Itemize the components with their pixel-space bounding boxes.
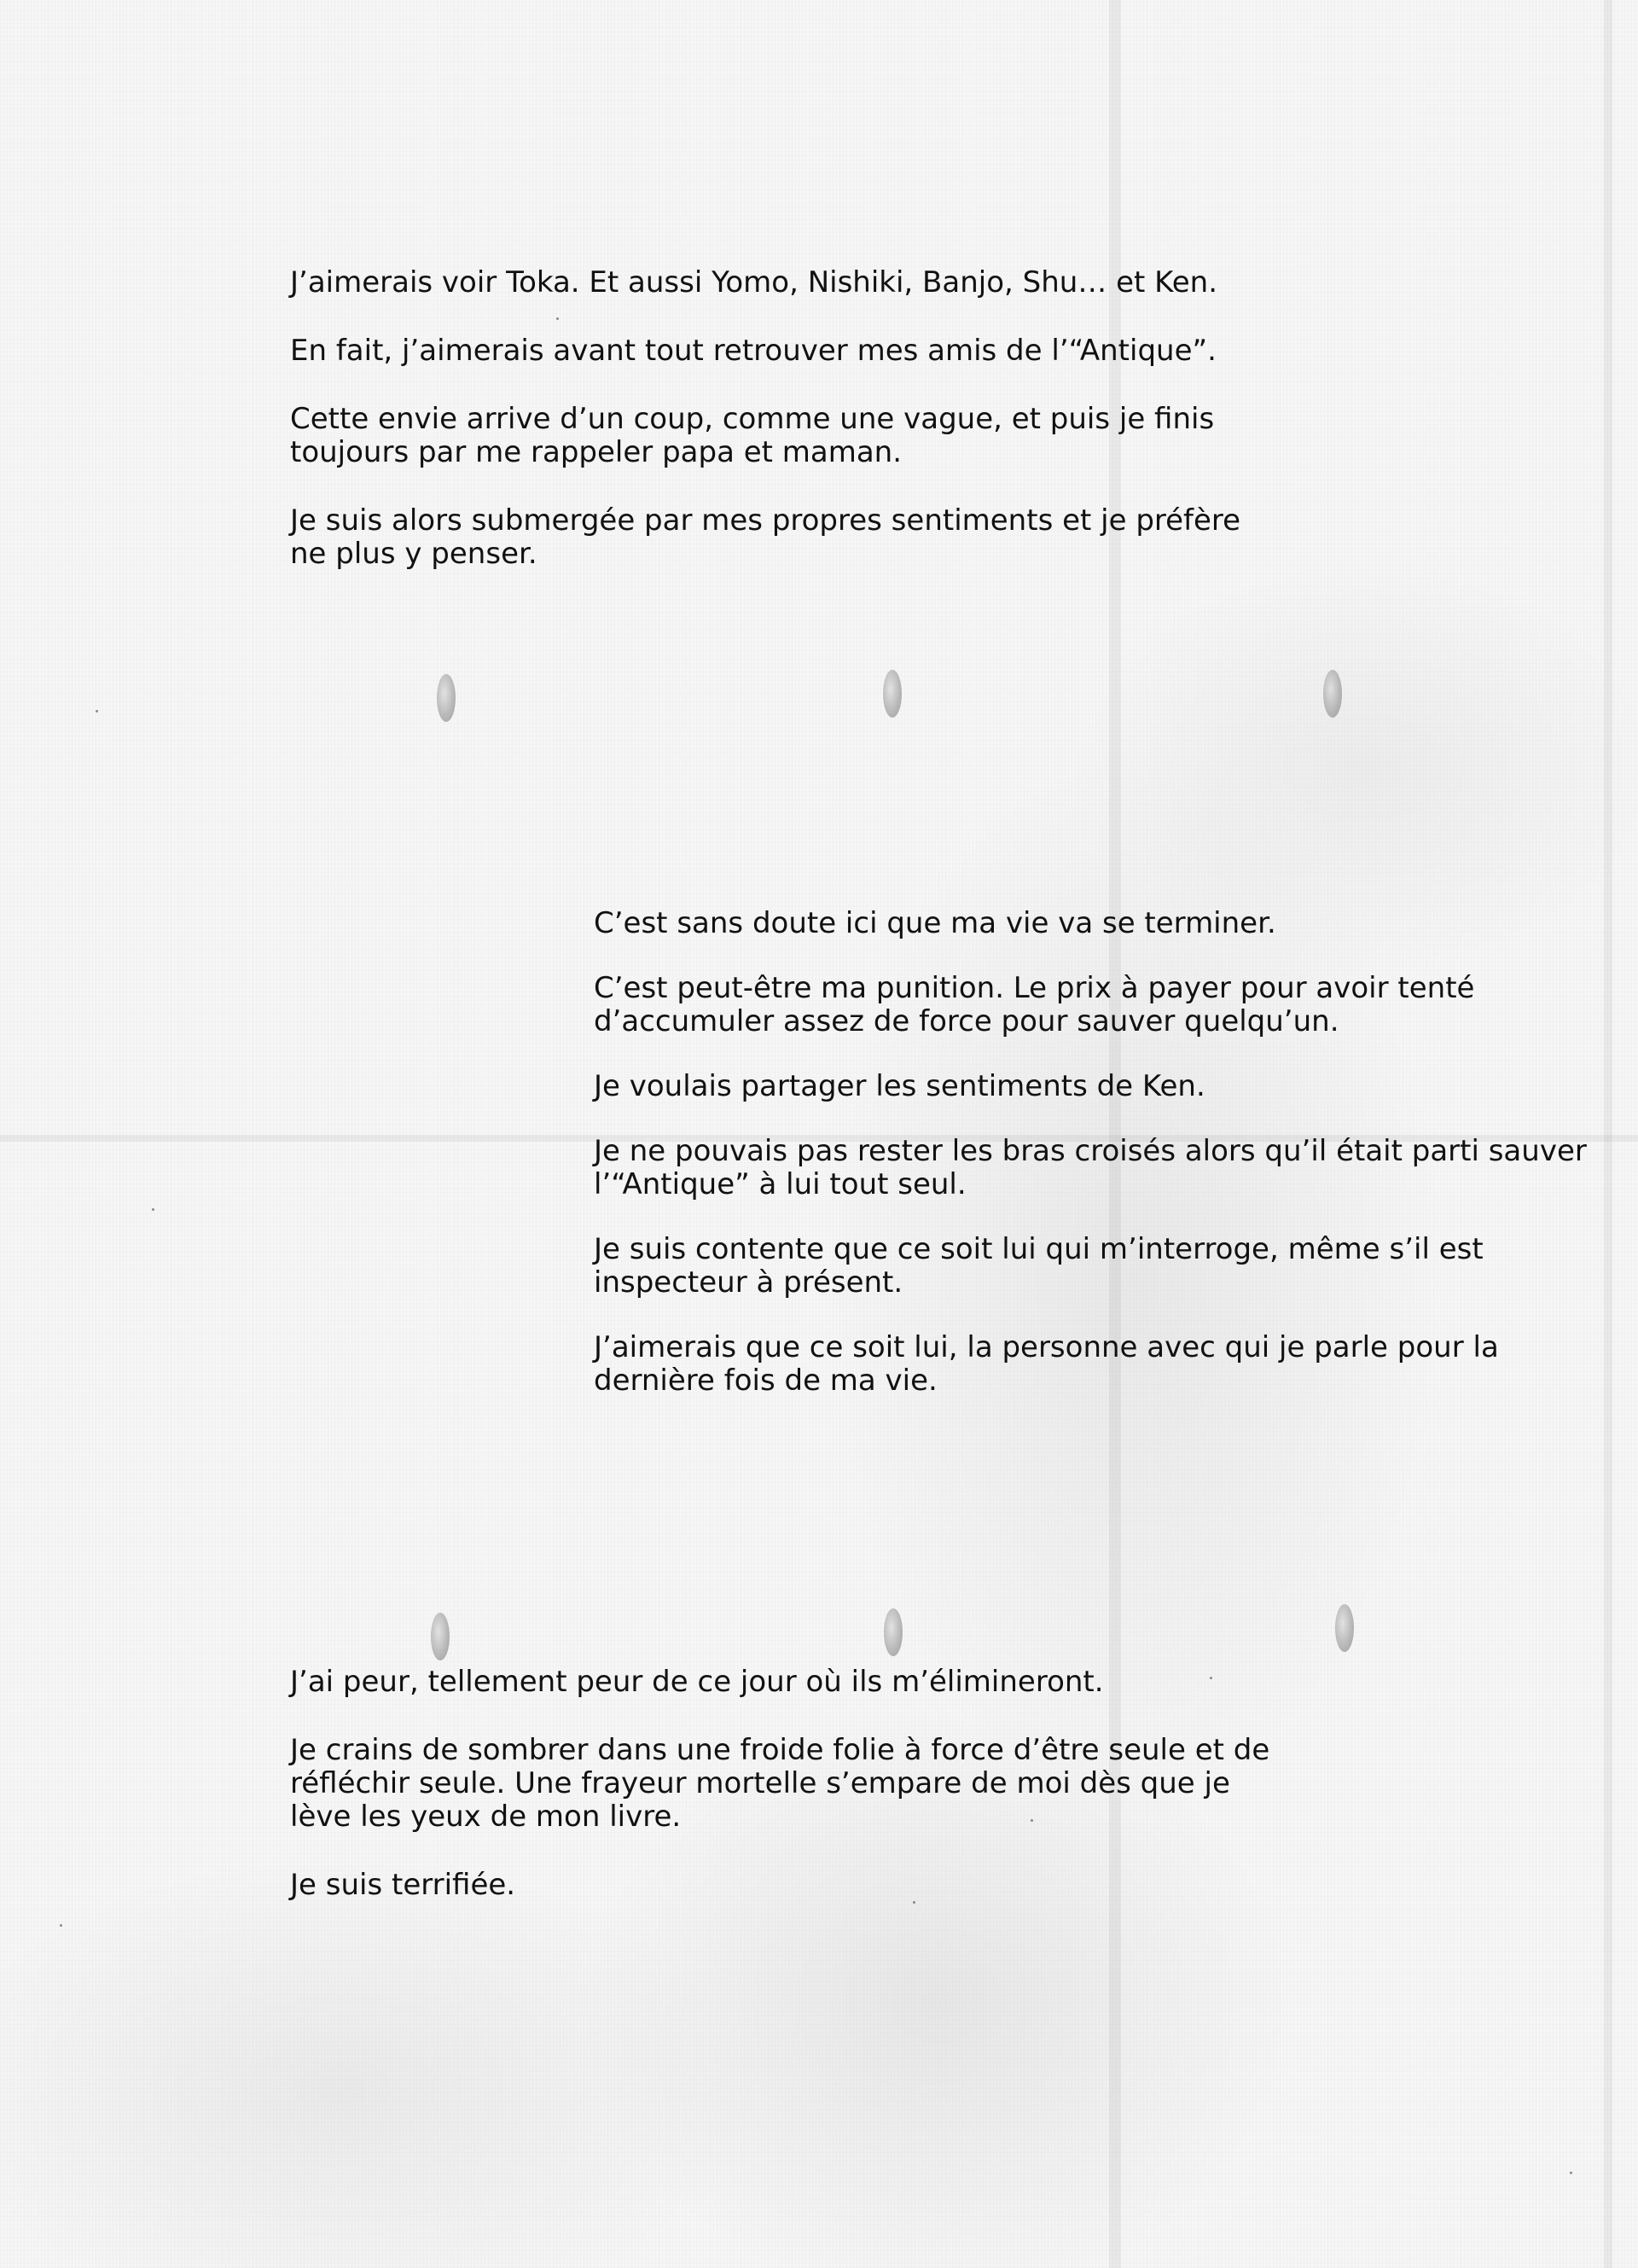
text-block-middle (594, 907, 1592, 1429)
binder-hole-mark (884, 1608, 903, 1656)
paragraph: C’est peut-être ma punition. Le prix à payer pour avoir tenté d’accumuler assez de force pour sauver quelqu’un. (594, 971, 1475, 1038)
paragraph: Je ne pouvais pas rester les bras croisés alors qu’il était parti sauver l’“Antique” à lui tout seul. (594, 1134, 1587, 1201)
binder-hole-mark (1323, 670, 1342, 718)
binder-hole-mark (1335, 1604, 1354, 1652)
text-block-bottom (290, 1666, 1271, 1902)
dust-speck (96, 710, 98, 712)
paragraph: C’est sans doute ici que ma vie va se terminer. (594, 906, 1276, 940)
dust-speck (1570, 2172, 1572, 2174)
paragraph: J’aimerais que ce soit lui, la personne avec qui je parle pour la dernière fois de ma vie. (594, 1330, 1499, 1398)
binder-hole-mark (431, 1613, 450, 1660)
binder-hole-mark (883, 670, 902, 718)
paragraph: Je voulais partager les sentiments de Ken. (594, 1069, 1205, 1103)
binder-hole-mark (437, 674, 456, 722)
dust-speck (60, 1924, 62, 1927)
paragraph: Je suis alors submergée par mes propres sentiments et je préfère ne plus y penser. (290, 503, 1241, 571)
text-block-top (290, 266, 1271, 571)
paragraph: J’ai peur, tellement peur de ce jour où ils m’élimineront. (290, 1665, 1104, 1699)
page-fold-crease (1604, 0, 1612, 2268)
paragraph: En fait, j’aimerais avant tout retrouver mes amis de l’“Antique”. (290, 334, 1217, 368)
paragraph: Je crains de sombrer dans une froide folie à force d’être seule et de réfléchir seule. Une frayeur mortelle s’empare de moi dès que je lève les yeux de mon livre. (290, 1733, 1270, 1834)
dust-speck (152, 1208, 154, 1211)
paragraph: J’aimerais voir Toka. Et aussi Yomo, Nishiki, Banjo, Shu… et Ken. (290, 265, 1218, 299)
paragraph: Je suis contente que ce soit lui qui m’interroge, même s’il est inspecteur à présent. (594, 1232, 1484, 1300)
paragraph: Je suis terrifiée. (290, 1868, 516, 1902)
paragraph: Cette envie arrive d’un coup, comme une vague, et puis je finis toujours par me rappeler papa et maman. (290, 402, 1215, 469)
